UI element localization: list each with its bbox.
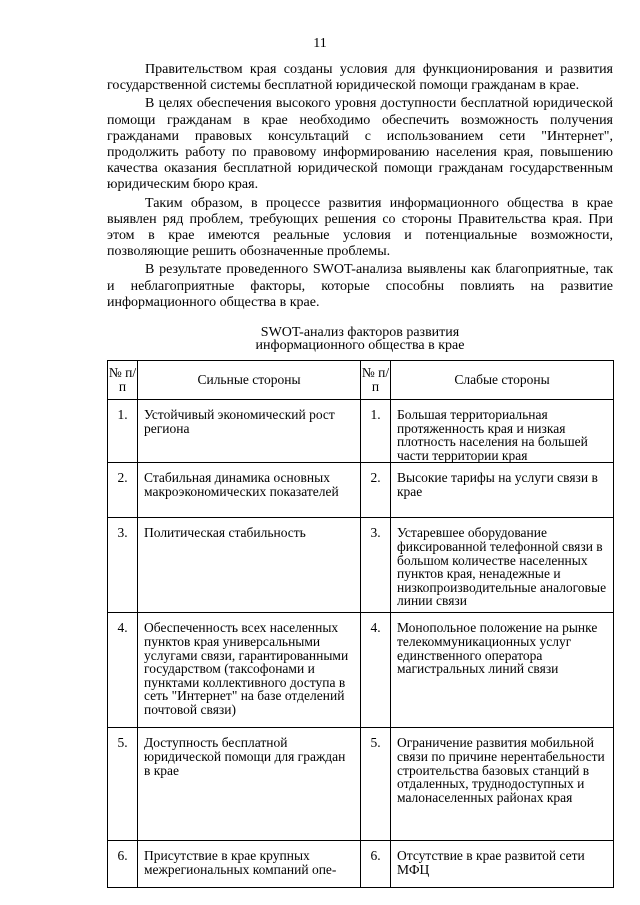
strength-cell: Политическая стабильность [138,518,361,613]
table-row [108,841,614,888]
header-num-right: № п/п [361,361,391,400]
row-number: 2. [108,463,138,518]
strength-cell: Обеспеченность всех населенных пунктов края универсальными услугами связи, гарантированными государством (таксофонами и пунктами коллективного доступа в сеть "Интернет" на базе отделений почтовой связи) [138,613,361,728]
body-text [107,62,613,313]
weakness-cell: Ограничение развития мобильной связи по причине нерентабельности строительства базовых станций в отдаленных, труднодоступных и малонаселенных районах края [391,728,614,841]
strength-cell: Устойчивый экономический рост региона [138,400,361,463]
row-number: 3. [108,518,138,613]
table-row [108,518,614,613]
header-num-left: № п/п [108,361,138,400]
table-row [108,400,614,463]
strength-cell: Стабильная динамика основных макроэкономических показателей [138,463,361,518]
weakness-cell: Высокие тарифы на услуги связи в крае [391,463,614,518]
table-caption [107,326,613,352]
row-number: 1. [361,400,391,463]
table-caption-line: информационного общества в крае [255,338,465,353]
header-weaknesses: Слабые стороны [391,361,614,400]
row-number: 2. [361,463,391,518]
weakness-cell: Отсутствие в крае развитой сети МФЦ [391,841,614,888]
weakness-cell: Устаревшее оборудование фиксированной телефонной связи в большом количестве населенных пунктов края, ненадежные и низкопроизводительные аналоговые линии связи [391,518,614,613]
table-header-row [108,361,614,400]
strength-cell: Доступность бесплатной юридической помощи для граждан в крае [138,728,361,841]
table-row [108,463,614,518]
paragraph: Таким образом, в процессе развития информационного общества в крае выявлен ряд проблем, требующих решения со стороны Правительства края. При этом в крае имеются реальные условия и потенциальные возможности, позволяющие решить обозначенные проблемы. [107,195,613,260]
page-number: 11 [313,36,327,51]
header-strengths: Сильные стороны [138,361,361,400]
paragraph: Правительством края созданы условия для функционирования и развития государственной системы бесплатной юридической помощи гражданам в крае. [107,62,613,94]
weakness-cell: Монопольное положение на рынке телекоммуникационных услуг единственного оператора магистральных линий связи [391,613,614,728]
row-number: 4. [108,613,138,728]
paragraph: В результате проведенного SWOT-анализа выявлены как благоприятные, так и неблагоприятные факторы, которые способны повлиять на развитие информационного общества в крае. [107,262,613,310]
table-row [108,613,614,728]
row-number: 5. [361,728,391,841]
table-caption-line: SWOT-анализ факторов развития [260,325,460,340]
row-number: 6. [108,841,138,888]
swot-table [107,360,614,888]
row-number: 5. [108,728,138,841]
row-number: 1. [108,400,138,463]
table-row [108,728,614,841]
weakness-cell: Большая территориальная протяженность края и низкая плотность населения на большей части территории края [391,400,614,463]
strength-cell: Присутствие в крае крупных межрегиональных компаний опе- [138,841,361,888]
row-number: 6. [361,841,391,888]
row-number: 4. [361,613,391,728]
paragraph: В целях обеспечения высокого уровня доступности бесплатной юридической помощи гражданам в крае необходимо обеспечить возможность получения гражданами правовых консультаций с использованием сети "Интернет", продолжить работу по правовому информированию населения края, повышению качества оказания бесплатной юридической помощи гражданам государственным юридическим бюро края. [107,96,613,193]
row-number: 3. [361,518,391,613]
